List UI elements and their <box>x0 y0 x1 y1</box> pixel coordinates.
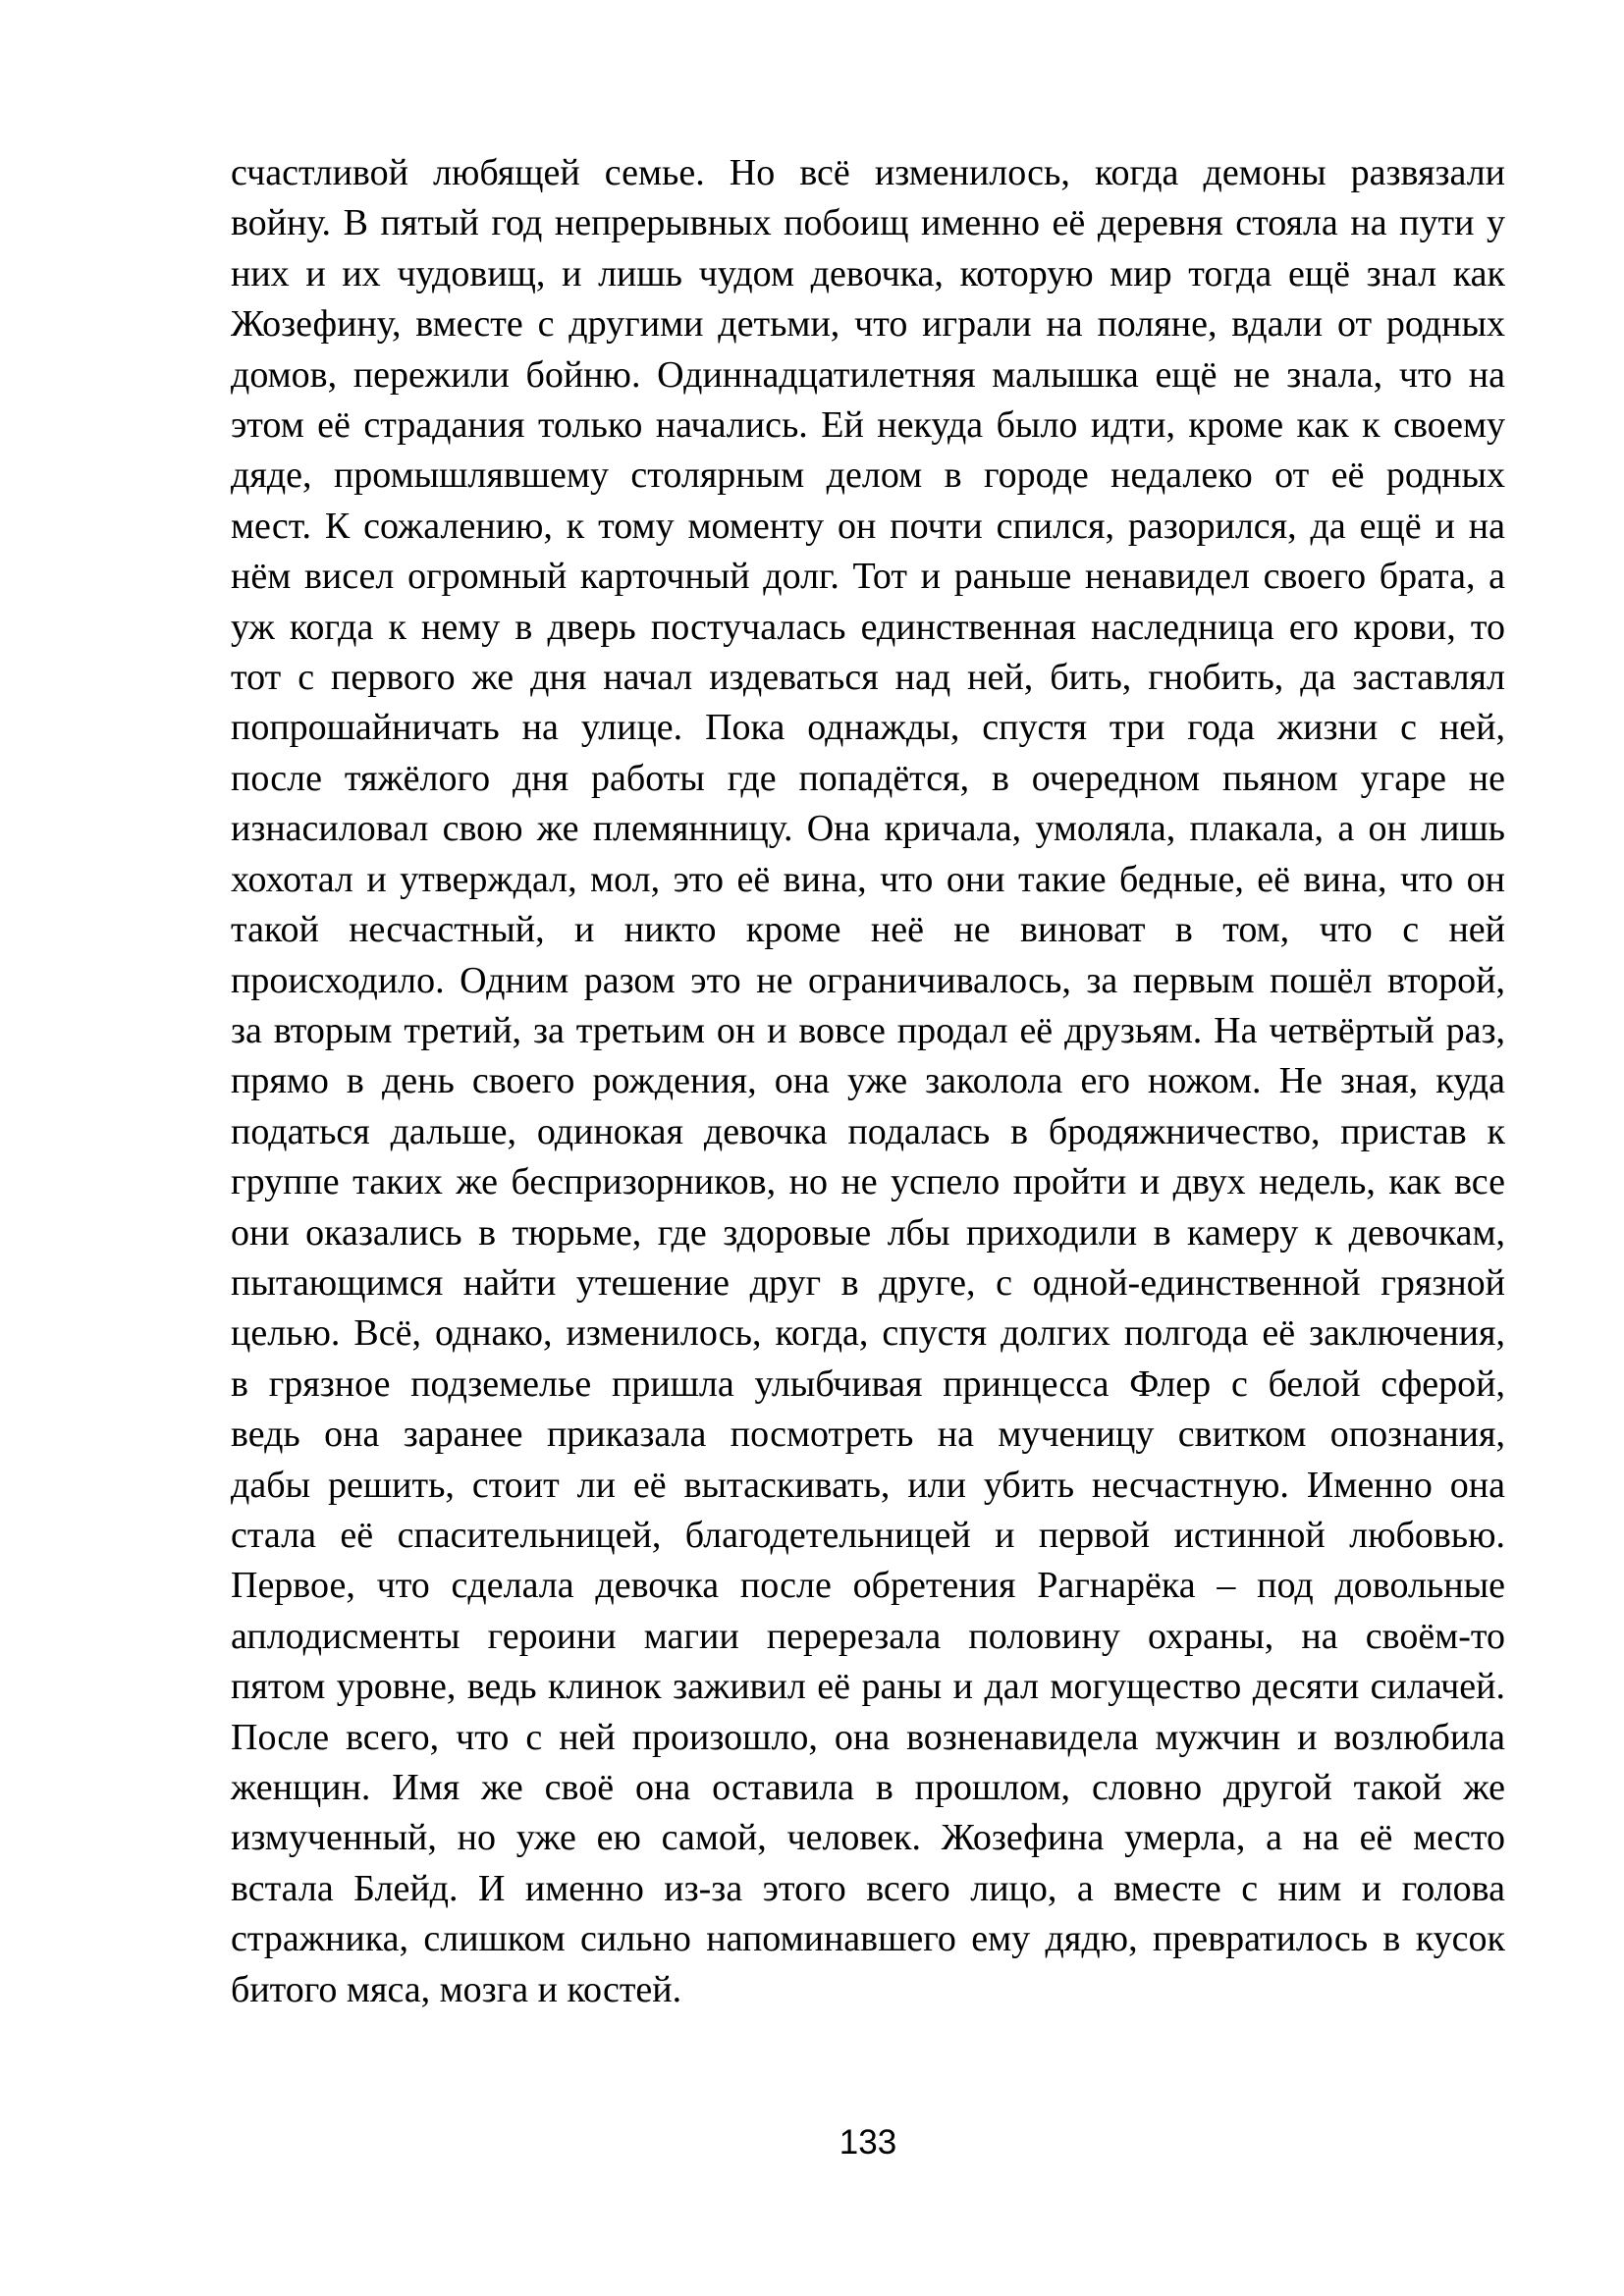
text-line: в грязное подземелье пришла улыбчивая принцесса Флер с белой сферой, <box>231 1362 1505 1405</box>
text-line: встала Блейд. И именно из-за этого всего лицо, а вместе с ним и голова <box>231 1867 1505 1909</box>
text-line: прямо в день своего рождения, она уже заколола его ножом. Не зная, куда <box>231 1060 1505 1102</box>
text-line: аплодисменты героини магии перерезала половину охраны, на своём-то <box>231 1615 1505 1657</box>
text-line: ведь она заранее приказала посмотреть на мученицу свитком опознания, <box>231 1414 1505 1456</box>
text-line: После всего, что с ней произошло, она возненавидела мужчин и возлюбила <box>231 1716 1505 1758</box>
text-line: уж когда к нему в дверь постучалась единственная наследница его крови, то <box>231 606 1505 648</box>
paragraph-text <box>231 148 1505 2015</box>
text-line: тот с первого же дня начал издеваться над ней, бить, гнобить, да заставлял <box>231 657 1505 699</box>
text-line: нём висел огромный карточный долг. Тот и раньше ненавидел своего брата, а <box>231 556 1505 598</box>
text-line: домов, пережили бойню. Одиннадцатилетняя малышка ещё не знала, что на <box>231 353 1505 396</box>
text-line: податься дальше, одинокая девочка подалась в бродяжничество, пристав к <box>231 1110 1505 1152</box>
text-line: такой несчастный, и никто кроме неё не виноват в том, что с ней <box>231 909 1505 951</box>
text-line: стражника, слишком сильно напоминавшего ему дядю, превратилось в кусок <box>231 1918 1505 1960</box>
text-line: изнасиловал свою же племянницу. Она кричала, умоляла, плакала, а он лишь <box>231 808 1505 850</box>
text-line: происходило. Одним разом это не ограничивалось, за первым пошёл второй, <box>231 959 1505 1001</box>
text-line: пятом уровне, ведь клинок заживил её раны и дал могущество десяти силачей. <box>231 1666 1505 1708</box>
text-line: после тяжёлого дня работы где попадётся, в очередном пьяном угаре не <box>231 757 1505 799</box>
page-number: 133 <box>839 2123 897 2162</box>
text-line: этом её страдания только начались. Ей некуда было идти, кроме как к своему <box>231 404 1505 447</box>
text-line: измученный, но уже ею самой, человек. Жозефина умерла, а на её место <box>231 1817 1505 1859</box>
text-line: пытающимся найти утешение друг в друге, с одной-единственной грязной <box>231 1261 1505 1304</box>
text-line: дабы решить, стоит ли её вытаскивать, или убить несчастную. Именно она <box>231 1464 1505 1506</box>
page-footer <box>231 2125 1505 2160</box>
text-line: хохотал и утверждал, мол, это её вина, что они такие бедные, её вина, что он <box>231 858 1505 900</box>
text-line: целью. Всё, однако, изменилось, когда, спустя долгих полгода её заключения, <box>231 1312 1505 1355</box>
text-line: битого мяса, мозга и костей. <box>231 1968 682 2010</box>
text-line: Первое, что сделала девочка после обретения Рагнарёка – под довольные <box>231 1565 1505 1607</box>
text-line: женщин. Имя же своё она оставила в прошлом, словно другой такой же <box>231 1767 1505 1808</box>
text-line: мест. К сожалению, к тому моменту он почти спился, разорился, да ещё и на <box>231 505 1505 547</box>
text-line: них и их чудовищ, и лишь чудом девочка, которую мир тогда ещё знал как <box>231 252 1505 294</box>
text-line: группе таких же беспризорников, но не успело пройти и двух недель, как все <box>231 1161 1505 1203</box>
text-line: за вторым третий, за третьим он и вовсе продал её друзьям. На четвёртый раз, <box>231 1009 1505 1051</box>
text-line: счастливой любящей семье. Но всё изменилось, когда демоны развязали <box>231 152 1505 193</box>
text-line: Жозефину, вместе с другими детьми, что играли на поляне, вдали от родных <box>231 303 1505 346</box>
text-line: они оказались в тюрьме, где здоровые лбы приходили в камеру к девочкам, <box>231 1211 1505 1254</box>
text-line: войну. В пятый год непрерывных побоищ именно её деревня стояла на пути у <box>231 202 1505 244</box>
text-line: дяде, промышлявшему столярным делом в городе недалеко от её родных <box>231 454 1505 497</box>
text-line: стала её спасительницей, благодетельницей и первой истинной любовью. <box>231 1514 1505 1556</box>
text-line: попрошайничать на улице. Пока однажды, спустя три года жизни с ней, <box>231 707 1505 749</box>
